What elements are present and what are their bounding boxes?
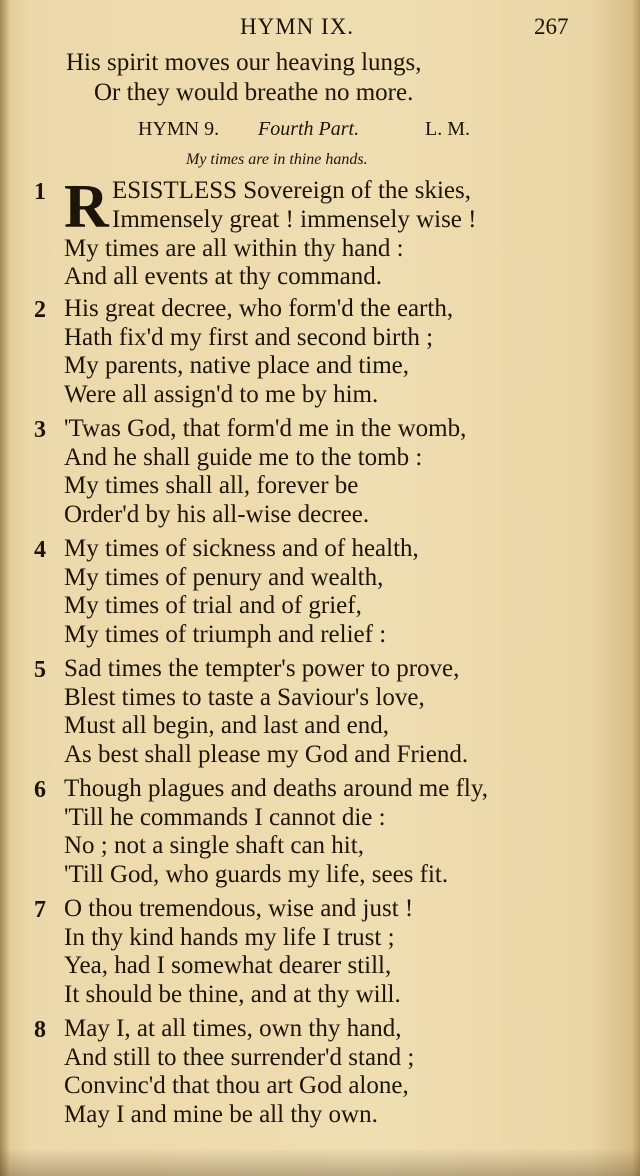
running-head xyxy=(0,14,640,44)
stanza-number: 6 xyxy=(34,777,46,803)
verse-line: In thy kind hands my life I trust ; xyxy=(64,924,395,951)
verse-line: ESISTLESS Sovereign of the skies, xyxy=(112,177,472,204)
verse-line: My times of trial and of grief, xyxy=(64,592,362,619)
continuation-line: Or they would breathe no more. xyxy=(94,79,414,106)
verse-line: 'Till God, who guards my life, sees fit. xyxy=(64,861,449,888)
stanza-number: 2 xyxy=(34,297,46,323)
verse-line: His great decree, who form'd the earth, xyxy=(64,295,454,322)
verse-line: As best shall please my God and Friend. xyxy=(64,741,469,768)
stanza-number: 7 xyxy=(34,897,46,923)
binding-shadow xyxy=(0,0,10,1176)
verse-line: And he shall guide me to the tomb : xyxy=(64,444,423,471)
verse-line: My times of sickness and of health, xyxy=(64,535,419,562)
hymn-motto: My times are in thine hands. xyxy=(186,151,368,168)
running-head-title: HYMN IX. xyxy=(240,14,355,39)
verse-line: My times are all within thy hand : xyxy=(64,235,404,262)
hymn-heading-meter: L. M. xyxy=(425,118,470,140)
stanza-number: 1 xyxy=(34,179,46,205)
hymn-heading-number: HYMN 9. xyxy=(138,118,220,140)
verse-line: O thou tremendous, wise and just ! xyxy=(64,895,414,922)
verse-line: No ; not a single shaft can hit, xyxy=(64,832,364,859)
verse-line: Were all assign'd to me by him. xyxy=(64,381,379,408)
verse-line: Hath fix'd my first and second birth ; xyxy=(64,324,434,351)
verse-line: And still to thee surrender'd stand ; xyxy=(64,1044,415,1071)
continuation-line: His spirit moves our heaving lungs, xyxy=(66,49,422,76)
hymn-heading-part: Fourth Part. xyxy=(258,118,360,140)
verse-line: Yea, had I somewhat dearer still, xyxy=(64,952,392,979)
page-edge xyxy=(632,0,640,1176)
verse-line: Must all begin, and last and end, xyxy=(64,712,389,739)
verse-line: Blest times to taste a Saviour's love, xyxy=(64,684,425,711)
verse-line: Immensely great ! immensely wise ! xyxy=(112,206,477,233)
verse-line: My times of triumph and relief : xyxy=(64,621,387,648)
verse-line: Convinc'd that thou art God alone, xyxy=(64,1072,409,1099)
verse-line: It should be thine, and at thy will. xyxy=(64,981,401,1008)
verse-line: Though plagues and deaths around me fly, xyxy=(64,775,488,802)
page-number: 267 xyxy=(534,14,569,39)
verse-line: My parents, native place and time, xyxy=(64,352,410,379)
verse-line: My times of penury and wealth, xyxy=(64,564,384,591)
stanza-number: 4 xyxy=(34,537,46,563)
hymn-heading xyxy=(0,118,640,144)
verse-line: May I and mine be all thy own. xyxy=(64,1101,378,1128)
stanza-number: 3 xyxy=(34,417,46,443)
verse-line: 'Till he commands I cannot die : xyxy=(64,804,386,831)
verse-line: And all events at thy command. xyxy=(64,263,382,290)
page-foot-shadow xyxy=(0,1148,640,1176)
verse-line: May I, at all times, own thy hand, xyxy=(64,1015,402,1042)
verse-line: My times shall all, forever be xyxy=(64,472,359,499)
verse-line: Sad times the tempter's power to prove, xyxy=(64,655,460,682)
verse-line: 'Twas God, that form'd me in the womb, xyxy=(64,415,467,442)
drop-cap: R xyxy=(64,173,109,241)
stanza-number: 8 xyxy=(34,1017,46,1043)
verse-line: Order'd by his all-wise decree. xyxy=(64,501,370,528)
stanza-number: 5 xyxy=(34,657,46,683)
